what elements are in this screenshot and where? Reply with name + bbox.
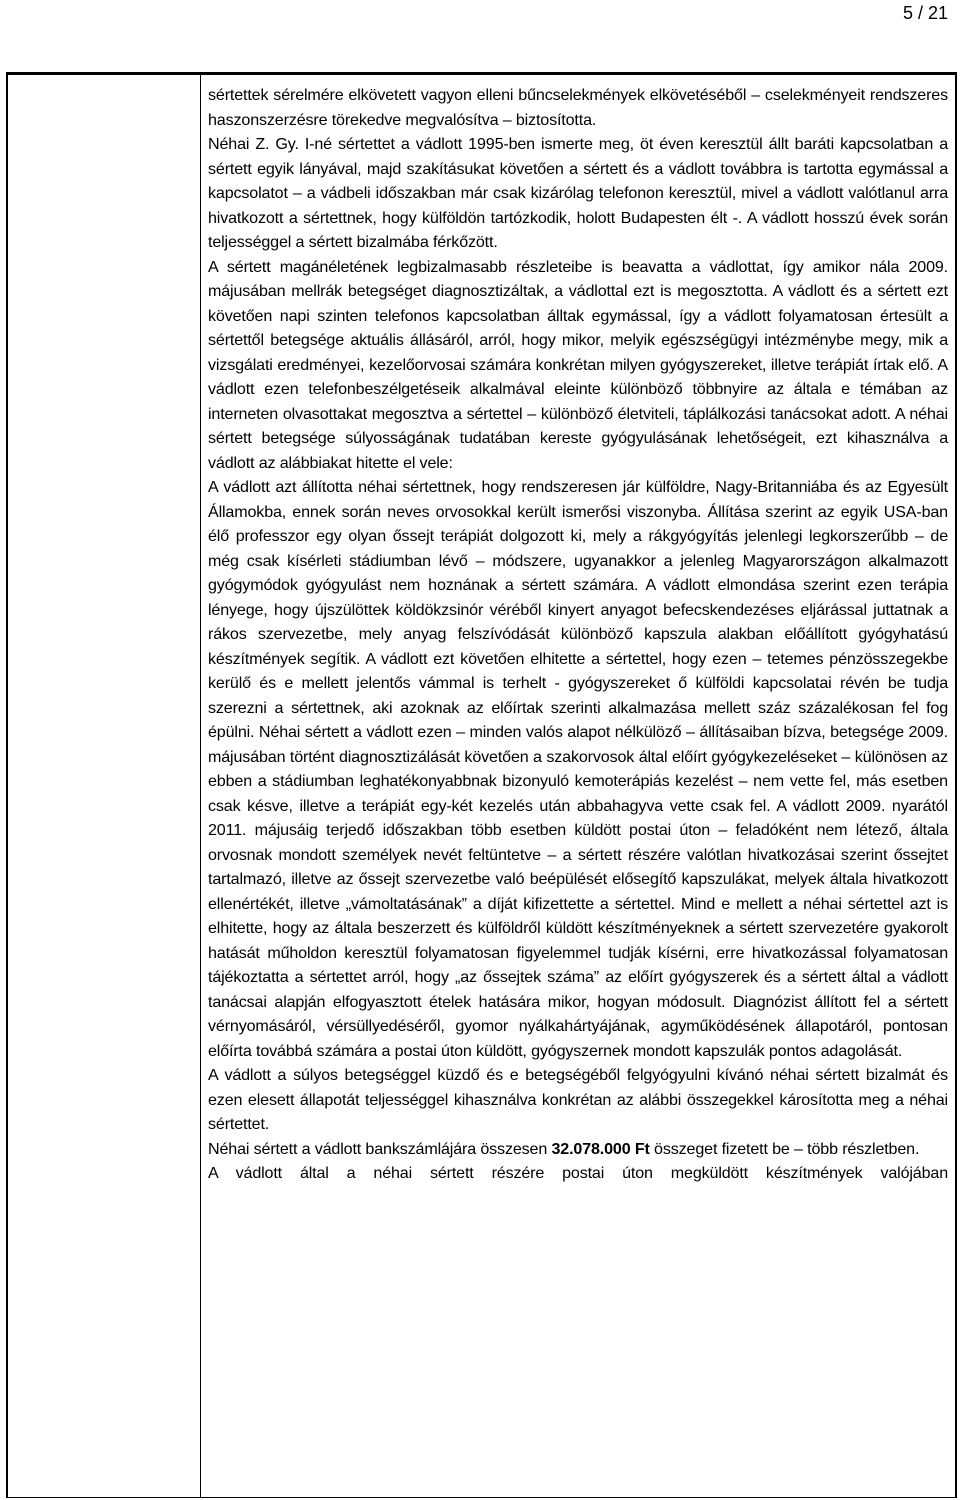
payment-paragraph [208,1137,948,1162]
payment-text-after: összeget fizetett be – több részletben. [649,1139,920,1158]
paragraph-2: Néhai Z. Gy. I-né sértettet a vádlott 1995-ben ismerte meg, öt éven keresztül állt baráti kapcsolatban a sértett egyik lányával, majd szakításukat követően a sértett és a vádlott továbbra is tartotta egymással a kapcsolatot – a vádbeli időszakban már csak kizárólag telefonon keresztül, mivel a vádlott valótlanul arra hivatkozott a sértettnek, hogy külföldön tartózkodik, holott Budapesten élt -. A vádlott hosszú évek során teljességgel a sértett bizalmába férkőzött. [208,135,948,251]
left-column [8,75,201,1497]
paragraph-1: sértettek sérelmére elkövetett vagyon elleni bűncselekmények elkövetéséből – cselekményeit rendszeres haszonszerzésre törekedve megvalósítva – biztosította. [208,86,948,129]
paragraph-4: A vádlott azt állította néhai sértettnek, hogy rendszeresen jár külföldre, Nagy-Britanniába és az Egyesült Államokba, ennek során neves orvosokkal került ismerősi viszonyba. Állítása szerint az egyik USA-ban élő professzor egy olyan őssejt terápiát dolgozott ki, mely a rákgyógyítás jelenlegi legkorszerűbb – de még csak kísérleti stádiumban lévő – módszere, ugyanakkor a jelenleg Magyarországon alkalmazott gyógymódok gyógyulást nem hoznának a sértett számára. A vádlott elmondása szerint ezen terápia lényege, hogy újszülöttek köldökzsinór véréből kinyert anyagot befecskendezéses eljárással juttatnak a rákos szervezetbe, mely anyag felszívódását különböző kapszula alakban előállított gyógyhatású készítmények segítik. A vádlott ezt követően elhitette a sértettel, hogy ezen – tetemes pénzösszegekbe kerülő és e mellett jelentős vámmal is terhelt - gyógyszereket ő külföldi kapcsolatai révén be tudja szerezni a sértettnek, aki azoknak az előírtak szerinti alkalmazása mellett száz százalékosan fel fog épülni. Néhai sértett a vádlott ezen – minden valós alapot nélkülöző – állításaiban bízva, betegsége 2009. májusában történt diagnosztizálását követően a szakorvosok által előírt gyógykezeléseket – különösen az ebben a stádiumban leghatékonyabbnak bizonyuló kemoterápiás kezelést – nem vette fel, más esetben csak késve, illetve a terápiát egy-két kezelés után abbahagyva vette csak fel. A vádlott 2009. nyarától 2011. májusáig terjedő időszakban több esetben küldött postai úton – feladóként nem létező, általa orvosnak mondott személyek nevét feltüntetve – a sértett részére valótlan hivatkozásai szerint őssejtet tartalmazó, illetve az őssejt szervezetbe való beépülését elősegítő kapszulákat, melyek általa hivatkozott ellenértékét, illetve „vámoltatásának” a díját kifizettette a sértettel. Mind e mellett a néhai sértettel azt is elhitette, hogy az általa beszerzett és külföldről küldött készítményeknek a sértett szervezetére gyakorolt hatását műholdon keresztül folyamatosan figyelemmel tudják kísérni, erre hivatkozással folyamatosan tájékoztatta a sértettet arról, hogy „az őssejtek száma” az előírt gyógyszerek és a sértett által a vádlott tanácsai alapján elfogyasztott ételek hatására mikor, hogyan módosult. Diagnózist állított fel a sértett vérnyomásáról, vérsüllyedéséről, gyomor nyálkahártyájának, agyműködésének állapotáról, pontosan előírta továbbá számára a postai úton küldött, gyógyszernek mondott kapszulák pontos adagolását. [208,478,948,1060]
document-frame [6,72,957,1498]
paragraph-5: A vádlott a súlyos betegséggel küzdő és e betegségéből felgyógyulni kívánó néhai sértett bizalmát és ezen elesett állapotát teljességgel kihasználva konkrétan az alábbi összegekkel károsította meg a néhai sértettet. [208,1066,948,1133]
payment-text-before: Néhai sértett a vádlott bankszámlájára összesen [208,1139,552,1158]
payment-amount: 32.078.000 Ft [551,1139,650,1158]
page-number: 5 / 21 [902,3,948,23]
paragraph-last-line: A vádlott által a néhai sértett részére postai úton megküldött készítmények valójában [208,1164,948,1182]
document-body [208,83,948,1186]
paragraph-3: A sértett magánéletének legbizalmasabb részleteibe is beavatta a vádlottat, így amikor nála 2009. májusában mellrák betegséget diagnosztizáltak, a vádlottal ezt is megosztotta. A vádlott és a sértett ezt követően napi szinten telefonos kapcsolatban álltak egymással, így a vádlott folyamatosan értesült a sértettől betegsége aktuális állásáról, arról, hogy mikor, melyik egészségügyi intézménybe megy, mik a vizsgálati eredményei, kezelőorvosai számára konkrétan milyen gyógyszereket, illetve terápiát írtak elő. A vádlott ezen telefonbeszélgetéseik alkalmával eleinte különböző többnyire az általa e témában az interneten olvasottakat megosztva a sértettel – különböző életviteli, táplálkozási tanácsokat adott. A néhai sértett betegsége súlyosságának tudatában kereste gyógyulásának lehetőségeit, ezt kihasználva a vádlott az alábbiakat hitette el vele: [208,257,948,472]
